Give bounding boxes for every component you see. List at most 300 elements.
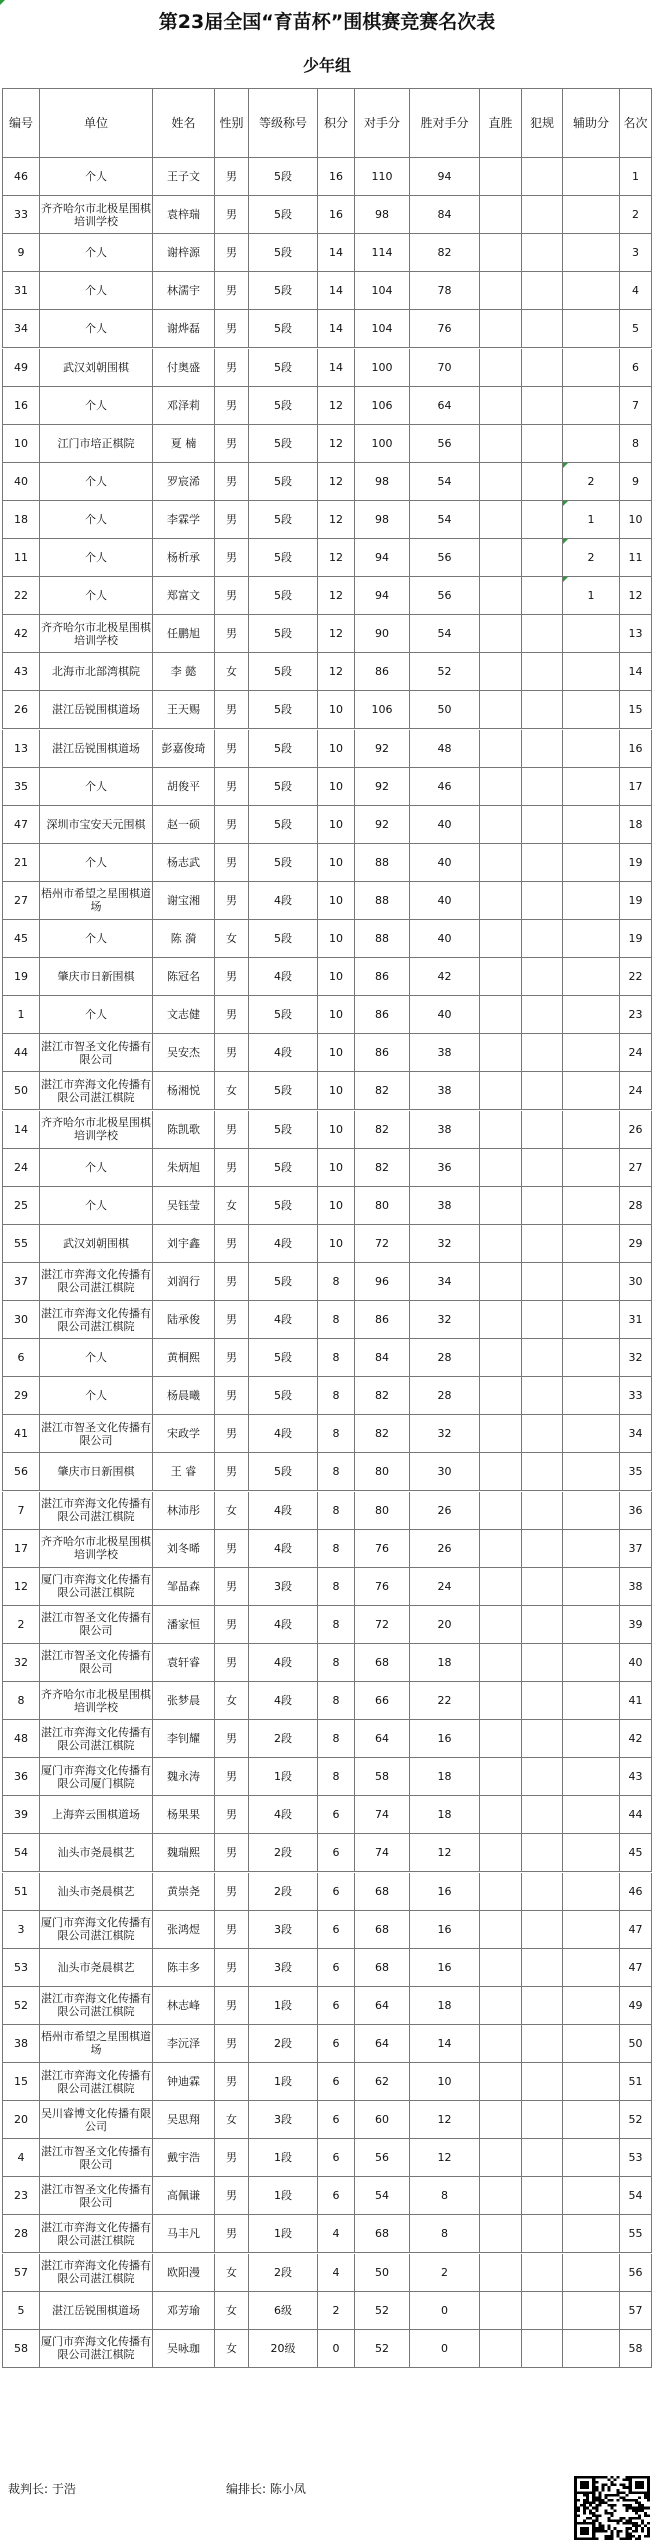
col-name-cell: 李 懿 — [153, 653, 215, 691]
col-win-opp-score-cell: 94 — [410, 158, 480, 196]
col-unit-cell: 湛江市弈海文化传播有限公司湛江棋院 — [40, 1072, 153, 1110]
col-place-cell: 26 — [620, 1111, 652, 1149]
col-place-cell: 10 — [620, 501, 652, 539]
col-foul-cell — [522, 158, 563, 196]
col-unit-cell: 个人 — [40, 501, 153, 539]
col-id-cell: 39 — [2, 1796, 40, 1834]
col-place-cell: 19 — [620, 844, 652, 882]
col-unit-cell: 个人 — [40, 577, 153, 615]
col-win-opp-score-cell: 54 — [410, 501, 480, 539]
col-aux-score-cell: 1 — [563, 577, 620, 615]
col-direct-win-cell — [480, 1453, 522, 1491]
col-unit-cell: 个人 — [40, 158, 153, 196]
col-name-cell: 郑富文 — [153, 577, 215, 615]
col-foul-cell — [522, 1568, 563, 1606]
col-aux-score-cell — [563, 310, 620, 348]
col-name-cell: 王子文 — [153, 158, 215, 196]
col-direct-win-cell — [480, 425, 522, 463]
col-aux-score-cell — [563, 1606, 620, 1644]
col-gender-cell: 男 — [215, 1415, 249, 1453]
col-direct-win-cell — [480, 539, 522, 577]
col-place-cell: 53 — [620, 2139, 652, 2177]
col-unit-cell: 个人 — [40, 1339, 153, 1377]
col-aux-score-cell — [563, 1796, 620, 1834]
col-rank-title-cell: 3段 — [249, 1949, 318, 1987]
col-direct-win-cell — [480, 2215, 522, 2253]
col-win-opp-score-cell: 38 — [410, 1072, 480, 1110]
col-aux-score-cell — [563, 425, 620, 463]
col-place-cell: 34 — [620, 1415, 652, 1453]
col-win-opp-score-cell: 32 — [410, 1225, 480, 1263]
col-id-cell: 31 — [2, 272, 40, 310]
col-name-cell: 陈凯歌 — [153, 1111, 215, 1149]
col-place-cell: 8 — [620, 425, 652, 463]
col-id-cell: 36 — [2, 1758, 40, 1796]
col-foul-cell — [522, 310, 563, 348]
col-win-opp-score-cell: 12 — [410, 2139, 480, 2177]
col-foul-cell — [522, 539, 563, 577]
col-foul-cell — [522, 1796, 563, 1834]
col-points-cell: 8 — [318, 1720, 355, 1758]
col-id-cell: 54 — [2, 1834, 40, 1872]
col-points-cell: 14 — [318, 349, 355, 387]
col-win-opp-score-cell: 26 — [410, 1492, 480, 1530]
col-id-cell: 41 — [2, 1415, 40, 1453]
col-foul-cell — [522, 806, 563, 844]
col-win-opp-score-cell: 38 — [410, 1187, 480, 1225]
col-rank-title-cell: 5段 — [249, 996, 318, 1034]
col-place-cell: 29 — [620, 1225, 652, 1263]
table-row — [2, 1111, 652, 1149]
col-name-cell: 欧阳漫 — [153, 2254, 215, 2292]
col-gender-cell: 男 — [215, 844, 249, 882]
col-id-cell: 52 — [2, 1987, 40, 2025]
col-gender-cell: 男 — [215, 1034, 249, 1072]
col-win-opp-score-cell: 18 — [410, 1987, 480, 2025]
col-points-cell: 10 — [318, 806, 355, 844]
col-opp-score-cell: 82 — [355, 1415, 410, 1453]
col-direct-win-cell — [480, 272, 522, 310]
col-direct-win-cell — [480, 1072, 522, 1110]
col-direct-win-cell — [480, 1034, 522, 1072]
col-aux-score-cell — [563, 1873, 620, 1911]
col-id-cell: 48 — [2, 1720, 40, 1758]
col-rank-title-cell: 5段 — [249, 768, 318, 806]
col-win-opp-score-cell: 20 — [410, 1606, 480, 1644]
col-points-cell: 12 — [318, 653, 355, 691]
col-id-cell: 42 — [2, 615, 40, 653]
col-unit-cell: 深圳市宝安天元围棋 — [40, 806, 153, 844]
col-direct-win-cell — [480, 1568, 522, 1606]
col-name-cell: 陈 漪 — [153, 920, 215, 958]
col-unit-cell: 湛江市弈海文化传播有限公司湛江棋院 — [40, 1987, 153, 2025]
col-id-cell: 43 — [2, 653, 40, 691]
col-id-cell: 19 — [2, 958, 40, 996]
col-name-cell: 邓泽莉 — [153, 387, 215, 425]
col-gender-cell: 男 — [215, 768, 249, 806]
col-foul-cell — [522, 1682, 563, 1720]
col-foul-cell — [522, 2292, 563, 2330]
col-opp-score-cell: 76 — [355, 1530, 410, 1568]
col-unit-cell: 湛江岳锐围棋道场 — [40, 691, 153, 729]
col-unit-cell: 湛江市弈海文化传播有限公司湛江棋院 — [40, 1263, 153, 1301]
col-aux-score-cell — [563, 1225, 620, 1263]
col-foul-cell — [522, 234, 563, 272]
page-title: 第23届全国“育苗杯”围棋赛竞赛名次表 — [158, 11, 496, 33]
col-place-cell: 6 — [620, 349, 652, 387]
col-direct-win-cell — [480, 1187, 522, 1225]
col-place-cell: 24 — [620, 1072, 652, 1110]
table-row — [2, 1796, 652, 1834]
col-id-cell: 47 — [2, 806, 40, 844]
col-opp-score-cell: 98 — [355, 501, 410, 539]
col-points-cell: 8 — [318, 1377, 355, 1415]
col-unit-cell: 个人 — [40, 1377, 153, 1415]
col-points-cell: 8 — [318, 1263, 355, 1301]
col-id-cell: 27 — [2, 882, 40, 920]
col-id-cell: 15 — [2, 2063, 40, 2101]
table-row — [2, 1873, 652, 1911]
col-win-opp-score-cell: 0 — [410, 2330, 480, 2368]
col-place-cell: 23 — [620, 996, 652, 1034]
table-row — [2, 1568, 652, 1606]
col-place-cell: 44 — [620, 1796, 652, 1834]
col-opp-score-cell: 86 — [355, 653, 410, 691]
col-foul-cell — [522, 1644, 563, 1682]
col-unit-cell: 江门市培正棋院 — [40, 425, 153, 463]
col-name-cell: 林濡宇 — [153, 272, 215, 310]
col-name-cell: 林志峰 — [153, 1987, 215, 2025]
col-win-opp-score-cell: 46 — [410, 768, 480, 806]
col-win-opp-score-cell: 38 — [410, 1111, 480, 1149]
col-gender-cell: 男 — [215, 501, 249, 539]
col-direct-win-cell — [480, 2254, 522, 2292]
col-aux-score-cell — [563, 2025, 620, 2063]
col-unit-cell: 肇庆市日新围棋 — [40, 1453, 153, 1491]
col-foul-cell — [522, 958, 563, 996]
col-opp-score-cell: 92 — [355, 768, 410, 806]
col-id-cell: 10 — [2, 425, 40, 463]
col-unit-cell: 齐齐哈尔市北极星围棋培训学校 — [40, 1530, 153, 1568]
col-unit-cell: 肇庆市日新围棋 — [40, 958, 153, 996]
col-points-cell: 12 — [318, 425, 355, 463]
table-row — [2, 1492, 652, 1530]
col-unit-cell: 个人 — [40, 844, 153, 882]
table-row — [2, 425, 652, 463]
col-win-opp-score-cell: 16 — [410, 1911, 480, 1949]
col-direct-win-cell — [480, 958, 522, 996]
col-place-cell: 55 — [620, 2215, 652, 2253]
col-id-cell: 26 — [2, 691, 40, 729]
table-row — [2, 1377, 652, 1415]
col-place-cell: 27 — [620, 1149, 652, 1187]
col-place-cell: 22 — [620, 958, 652, 996]
col-win-opp-score-cell: 40 — [410, 806, 480, 844]
col-aux-score-cell — [563, 1720, 620, 1758]
col-direct-win-cell — [480, 1644, 522, 1682]
col-aux-score-cell — [563, 1834, 620, 1872]
col-foul-cell — [522, 1034, 563, 1072]
col-opp-score-cell: 88 — [355, 844, 410, 882]
col-name-cell: 李霖学 — [153, 501, 215, 539]
col-gender-cell: 男 — [215, 1758, 249, 1796]
col-aux-score-cell — [563, 1682, 620, 1720]
col-id-cell: 53 — [2, 1949, 40, 1987]
table-row — [2, 1415, 652, 1453]
col-direct-win-cell — [480, 615, 522, 653]
col-win-opp-score-cell: 16 — [410, 1873, 480, 1911]
col-rank-title-cell: 3段 — [249, 2101, 318, 2139]
col-opp-score-cell: 64 — [355, 2025, 410, 2063]
col-rank-title-cell: 5段 — [249, 158, 318, 196]
col-rank-title-cell: 5段 — [249, 310, 318, 348]
col-unit-cell: 梧州市希望之星围棋道场 — [40, 882, 153, 920]
col-foul-cell — [522, 1492, 563, 1530]
col-unit-cell: 武汉刘朝围棋 — [40, 1225, 153, 1263]
col-rank-title-cell: 5段 — [249, 425, 318, 463]
col-place-cell: 15 — [620, 691, 652, 729]
col-aux-score-cell — [563, 768, 620, 806]
table-row — [2, 463, 652, 501]
col-gender-cell: 女 — [215, 1492, 249, 1530]
col-place-cell: 54 — [620, 2177, 652, 2215]
col-points-cell: 8 — [318, 1530, 355, 1568]
col-gender-cell: 男 — [215, 1949, 249, 1987]
col-direct-win-cell — [480, 2025, 522, 2063]
col-points-cell: 6 — [318, 1949, 355, 1987]
col-opp-score-cell: 80 — [355, 1187, 410, 1225]
col-place-cell: 12 — [620, 577, 652, 615]
col-id-cell: 20 — [2, 2101, 40, 2139]
col-unit-cell: 湛江市智圣文化传播有限公司 — [40, 2177, 153, 2215]
col-points-cell: 8 — [318, 1301, 355, 1339]
col-rank-title-cell: 5段 — [249, 1263, 318, 1301]
col-gender-cell: 男 — [215, 1568, 249, 1606]
col-win-opp-score-cell: 56 — [410, 539, 480, 577]
col-direct-win-cell — [480, 387, 522, 425]
col-opp-score-cell: 100 — [355, 425, 410, 463]
col-name-cell: 吴咏珈 — [153, 2330, 215, 2368]
col-aux-score-cell: 1 — [563, 501, 620, 539]
header-col-rank-title: 等级称号 — [249, 88, 318, 158]
col-aux-score-cell — [563, 1111, 620, 1149]
col-win-opp-score-cell: 38 — [410, 1034, 480, 1072]
col-unit-cell: 湛江市智圣文化传播有限公司 — [40, 1644, 153, 1682]
col-unit-cell: 上海弈云围棋道场 — [40, 1796, 153, 1834]
col-opp-score-cell: 68 — [355, 1644, 410, 1682]
col-name-cell: 赵一硕 — [153, 806, 215, 844]
col-foul-cell — [522, 1834, 563, 1872]
corner-marker-icon — [0, 0, 5, 5]
col-aux-score-cell — [563, 1911, 620, 1949]
col-name-cell: 魏永涛 — [153, 1758, 215, 1796]
col-gender-cell: 男 — [215, 1111, 249, 1149]
col-foul-cell — [522, 844, 563, 882]
col-name-cell: 魏瑞熙 — [153, 1834, 215, 1872]
col-name-cell: 李钊耀 — [153, 1720, 215, 1758]
col-rank-title-cell: 5段 — [249, 539, 318, 577]
col-place-cell: 28 — [620, 1187, 652, 1225]
editor-label: 编排长: 陈小凤 — [226, 2482, 306, 2496]
col-unit-cell: 厦门市弈海文化传播有限公司湛江棋院 — [40, 1911, 153, 1949]
table-row — [2, 577, 652, 615]
col-direct-win-cell — [480, 196, 522, 234]
table-row — [2, 1720, 652, 1758]
col-rank-title-cell: 2段 — [249, 2025, 318, 2063]
col-rank-title-cell: 1段 — [249, 2215, 318, 2253]
col-id-cell: 35 — [2, 768, 40, 806]
col-direct-win-cell — [480, 882, 522, 920]
col-place-cell: 50 — [620, 2025, 652, 2063]
col-points-cell: 10 — [318, 691, 355, 729]
col-unit-cell: 个人 — [40, 768, 153, 806]
col-name-cell: 钟迪霖 — [153, 2063, 215, 2101]
col-direct-win-cell — [480, 577, 522, 615]
col-opp-score-cell: 106 — [355, 387, 410, 425]
col-aux-score-cell — [563, 615, 620, 653]
col-unit-cell: 湛江岳锐围棋道场 — [40, 2292, 153, 2330]
col-rank-title-cell: 5段 — [249, 1453, 318, 1491]
col-foul-cell — [522, 1987, 563, 2025]
col-gender-cell: 男 — [215, 882, 249, 920]
col-aux-score-cell — [563, 2292, 620, 2330]
table-row — [2, 996, 652, 1034]
table-row — [2, 1034, 652, 1072]
col-gender-cell: 女 — [215, 1072, 249, 1110]
table-row — [2, 1834, 652, 1872]
col-gender-cell: 男 — [215, 1987, 249, 2025]
table-row — [2, 501, 652, 539]
col-place-cell: 47 — [620, 1911, 652, 1949]
col-win-opp-score-cell: 28 — [410, 1377, 480, 1415]
col-unit-cell: 湛江市智圣文化传播有限公司 — [40, 1034, 153, 1072]
col-name-cell: 黄崇尧 — [153, 1873, 215, 1911]
col-points-cell: 6 — [318, 1796, 355, 1834]
col-id-cell: 32 — [2, 1644, 40, 1682]
col-opp-score-cell: 96 — [355, 1263, 410, 1301]
col-rank-title-cell: 2段 — [249, 1873, 318, 1911]
col-name-cell: 袁梓瑞 — [153, 196, 215, 234]
table-row — [2, 1339, 652, 1377]
col-gender-cell: 男 — [215, 1720, 249, 1758]
col-unit-cell: 湛江市智圣文化传播有限公司 — [40, 1606, 153, 1644]
table-row — [2, 2215, 652, 2253]
col-aux-score-cell — [563, 2063, 620, 2101]
col-id-cell: 45 — [2, 920, 40, 958]
col-direct-win-cell — [480, 1149, 522, 1187]
col-points-cell: 6 — [318, 2025, 355, 2063]
col-aux-score-cell — [563, 1453, 620, 1491]
col-foul-cell — [522, 196, 563, 234]
col-id-cell: 49 — [2, 349, 40, 387]
col-aux-score-cell — [563, 272, 620, 310]
col-points-cell: 4 — [318, 2215, 355, 2253]
col-id-cell: 12 — [2, 1568, 40, 1606]
col-gender-cell: 男 — [215, 691, 249, 729]
col-place-cell: 33 — [620, 1377, 652, 1415]
col-aux-score-cell — [563, 1034, 620, 1072]
col-aux-score-cell — [563, 2330, 620, 2368]
col-foul-cell — [522, 1225, 563, 1263]
col-direct-win-cell — [480, 2292, 522, 2330]
col-win-opp-score-cell: 22 — [410, 1682, 480, 1720]
col-points-cell: 10 — [318, 730, 355, 768]
col-rank-title-cell: 2段 — [249, 1720, 318, 1758]
col-unit-cell: 湛江市弈海文化传播有限公司湛江棋院 — [40, 1301, 153, 1339]
col-foul-cell — [522, 1453, 563, 1491]
col-name-cell: 罗宸浠 — [153, 463, 215, 501]
col-place-cell: 32 — [620, 1339, 652, 1377]
col-win-opp-score-cell: 14 — [410, 2025, 480, 2063]
table-row — [2, 310, 652, 348]
col-unit-cell: 汕头市尧晨棋艺 — [40, 1949, 153, 1987]
col-win-opp-score-cell: 32 — [410, 1415, 480, 1453]
col-rank-title-cell: 5段 — [249, 615, 318, 653]
col-direct-win-cell — [480, 1111, 522, 1149]
col-opp-score-cell: 74 — [355, 1796, 410, 1834]
col-aux-score-cell — [563, 2101, 620, 2139]
col-aux-score-cell — [563, 234, 620, 272]
col-opp-score-cell: 74 — [355, 1834, 410, 1872]
col-place-cell: 9 — [620, 463, 652, 501]
col-aux-score-cell — [563, 653, 620, 691]
col-opp-score-cell: 94 — [355, 539, 410, 577]
col-opp-score-cell: 50 — [355, 2254, 410, 2292]
col-rank-title-cell: 5段 — [249, 272, 318, 310]
col-gender-cell: 男 — [215, 2177, 249, 2215]
col-place-cell: 3 — [620, 234, 652, 272]
col-rank-title-cell: 5段 — [249, 463, 318, 501]
col-id-cell: 2 — [2, 1606, 40, 1644]
col-direct-win-cell — [480, 1606, 522, 1644]
table-row — [2, 1301, 652, 1339]
col-foul-cell — [522, 463, 563, 501]
col-unit-cell: 个人 — [40, 310, 153, 348]
col-gender-cell: 男 — [215, 158, 249, 196]
col-id-cell: 22 — [2, 577, 40, 615]
col-name-cell: 戴宇浩 — [153, 2139, 215, 2177]
col-name-cell: 刘冬晞 — [153, 1530, 215, 1568]
col-win-opp-score-cell: 36 — [410, 1149, 480, 1187]
col-rank-title-cell: 5段 — [249, 844, 318, 882]
col-aux-score-cell: 2 — [563, 539, 620, 577]
col-opp-score-cell: 76 — [355, 1568, 410, 1606]
col-gender-cell: 男 — [215, 1530, 249, 1568]
col-unit-cell: 湛江市弈海文化传播有限公司湛江棋院 — [40, 2254, 153, 2292]
col-foul-cell — [522, 1072, 563, 1110]
col-direct-win-cell — [480, 1758, 522, 1796]
col-name-cell: 陆承俊 — [153, 1301, 215, 1339]
col-foul-cell — [522, 1149, 563, 1187]
col-win-opp-score-cell: 32 — [410, 1301, 480, 1339]
col-name-cell: 杨志武 — [153, 844, 215, 882]
col-foul-cell — [522, 1415, 563, 1453]
col-id-cell: 25 — [2, 1187, 40, 1225]
header-row — [2, 88, 652, 158]
col-foul-cell — [522, 1339, 563, 1377]
col-place-cell: 36 — [620, 1492, 652, 1530]
col-points-cell: 10 — [318, 882, 355, 920]
col-opp-score-cell: 86 — [355, 958, 410, 996]
col-opp-score-cell: 110 — [355, 158, 410, 196]
table-row — [2, 691, 652, 729]
col-unit-cell: 个人 — [40, 539, 153, 577]
col-gender-cell: 女 — [215, 2101, 249, 2139]
table-row — [2, 2330, 652, 2368]
col-name-cell: 谢烨磊 — [153, 310, 215, 348]
col-name-cell: 胡俊平 — [153, 768, 215, 806]
qr-code-icon — [574, 2476, 650, 2540]
